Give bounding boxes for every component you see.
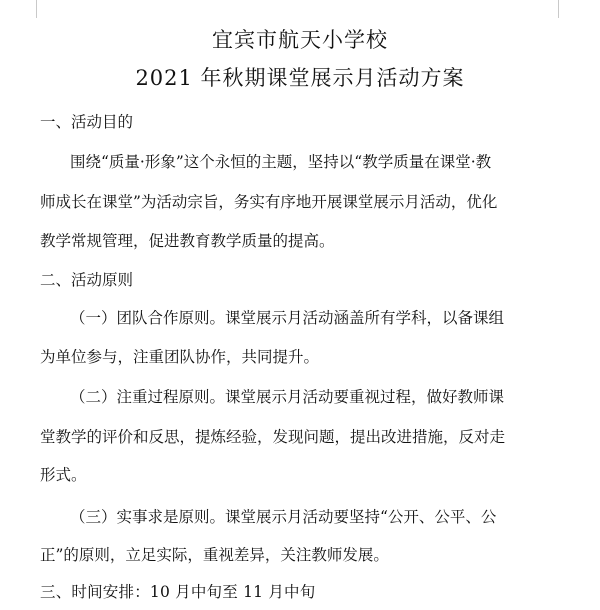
principle-process-line: 堂教学的评价和反思，提炼经验，发现问题，提出改进措施，反对走 [40,428,506,446]
section-heading-principles: 二、活动原则 [40,271,134,289]
purpose-paragraph-line: 教学常规管理，促进教育教学质量的提高。 [40,232,335,250]
crop-mark-right [558,0,559,18]
principle-teamwork-line: （一）团队合作原则。课堂展示月活动涵盖所有学科，以备课组 [70,309,505,327]
document-title-school: 宜宾市航天小学校 [212,28,388,52]
crop-mark-left [36,0,37,18]
principle-realistic-line: （三）实事求是原则。课堂展示月活动要坚持“公开、公平、公 [70,508,497,526]
section-heading-time: 三、时间安排：10 月中旬至 11 月中旬 [40,583,316,601]
principle-teamwork-line: 为单位参与，注重团队协作，共同提升。 [40,348,320,366]
principle-process-line: （二）注重过程原则。课堂展示月活动要重视过程，做好教师课 [70,388,505,406]
principle-process-line: 形式。 [40,466,87,484]
purpose-paragraph-line: 师成长在课堂”为活动宗旨，务实有序地开展课堂展示月活动，优化 [40,193,498,211]
document-title-plan: 2021 年秋期课堂展示月活动方案 [135,66,465,90]
section-heading-purpose: 一、活动目的 [40,113,134,131]
purpose-paragraph-line: 围绕“质量·形象”这个永恒的主题，坚持以“教学质量在课堂·教 [70,153,492,171]
principle-realistic-line: 正”的原则，立足实际，重视差异，关注教师发展。 [40,546,389,564]
